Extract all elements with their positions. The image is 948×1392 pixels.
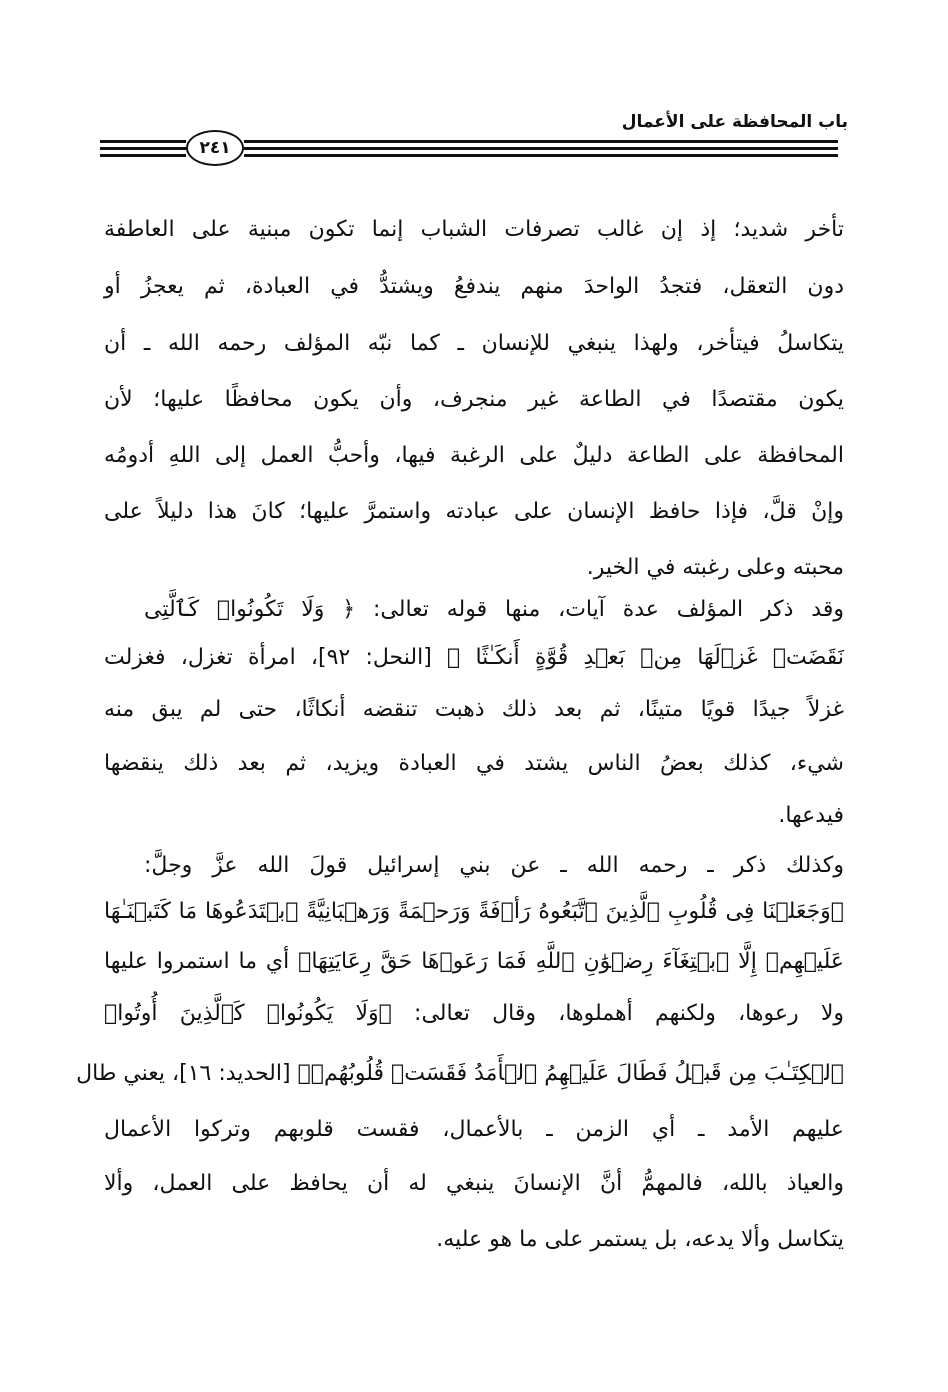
text-line: وإنْ قلَّ، فإذا حافظ الإنسان على عبادته واستمرَّ عليها؛ كانَ هذا دليلاً على <box>104 499 844 524</box>
text-line: دون التعقل، فتجدُ الواحدَ منهم يندفعُ ويشتدُّ في العبادة، ثم يعجزُ أو <box>104 274 844 299</box>
text-line: غزلاً جيدًا قويًا متينًا، ثم بعد ذلك ذهبت تنقضه أنكاثًا، حتى لم يبق منه <box>104 697 844 722</box>
text-line: والعياذ بالله، فالمهمُّ أنَّ الإنسانَ ينبغي له أن يحافظ على العمل، وألا <box>104 1171 844 1196</box>
page-number: ٢٤١ <box>186 130 244 166</box>
text-line: ولا رعوها، ولكنهم أهملوها، وقال تعالى: ﴿وَلَا يَكُونُوا۟ كَٱلَّذِينَ أُوتُوا۟ <box>104 1001 844 1026</box>
text-line: عليهم الأمد ـ أي الزمن ـ بالأعمال، فقست قلوبهم وتركوا الأعمال <box>104 1117 844 1142</box>
text-line: نَقَضَتۡ غَزۡلَهَا مِنۢ بَعۡدِ قُوَّةٍ أَنكَـٰثًا ﴾ [النحل: ٩٢]، امرأة تغزل، فغزلت <box>104 645 844 670</box>
text-line: محبته وعلى رغبته في الخير. <box>586 555 844 580</box>
text-line: يتكاسلُ فيتأخر، ولهذا ينبغي للإنسان ـ كما نبّه المؤلف رحمه الله ـ أن <box>104 331 844 356</box>
header-rule-left <box>100 138 186 160</box>
text-line: المحافظة على الطاعة دليلٌ على الرغبة فيها، وأحبُّ العمل إلى اللهِ أدومُه <box>104 443 844 468</box>
text-line: ٱلۡكِتَـٰبَ مِن قَبۡلُ فَطَالَ عَلَيۡهِمُ ٱلۡأَمَدُ فَقَسَتۡ قُلُوبُهُمۡ﴾ [الحديد: ١٦]، يعني طال <box>76 1061 844 1086</box>
text-line: عَلَيۡهِمۡ إِلَّا ٱبۡتِغَآءَ رِضۡوَٰنِ ٱللَّهِ فَمَا رَعَوۡهَا حَقَّ رِعَايَتِهَا﴾ أي ما استمروا عليها <box>104 949 844 974</box>
text-line: وكذلك ذكر ـ رحمه الله ـ عن بني إسرائيل قولَ الله عزَّ وجلَّ: <box>144 853 844 878</box>
text-line: تأخر شديد؛ إذ إن غالب تصرفات الشباب إنما تكون مبنية على العاطفة <box>104 217 844 242</box>
text-line: يتكاسل وألا يدعه، بل يستمر على ما هو عليه. <box>436 1227 844 1252</box>
text-line: شيء، كذلك بعضُ الناس يشتد في العبادة ويزيد، ثم بعد ذلك ينقضها <box>104 751 844 776</box>
text-line: ﴿وَجَعَلۡنَا فِى قُلُوبِ ٱلَّذِينَ ٱتَّبَعُوهُ رَأۡفَةً وَرَحۡمَةً وَرَهۡبَانِيَّةً ٱبۡتَدَعُوهَا مَا كَتَبۡنَـٰهَا <box>104 899 844 924</box>
text-line: وقد ذكر المؤلف عدة آيات، منها قوله تعالى: ﴿ وَلَا تَكُونُوا۟ كَٱلَّتِى <box>144 597 844 622</box>
text-line: فيدعها. <box>778 803 844 828</box>
text-line: يكون مقتصدًا في الطاعة غير منجرف، وأن يكون محافظًا عليها؛ لأن <box>104 387 844 412</box>
header-rule-right <box>244 138 838 160</box>
running-header-title: باب المحافظة على الأعمال <box>621 112 848 132</box>
